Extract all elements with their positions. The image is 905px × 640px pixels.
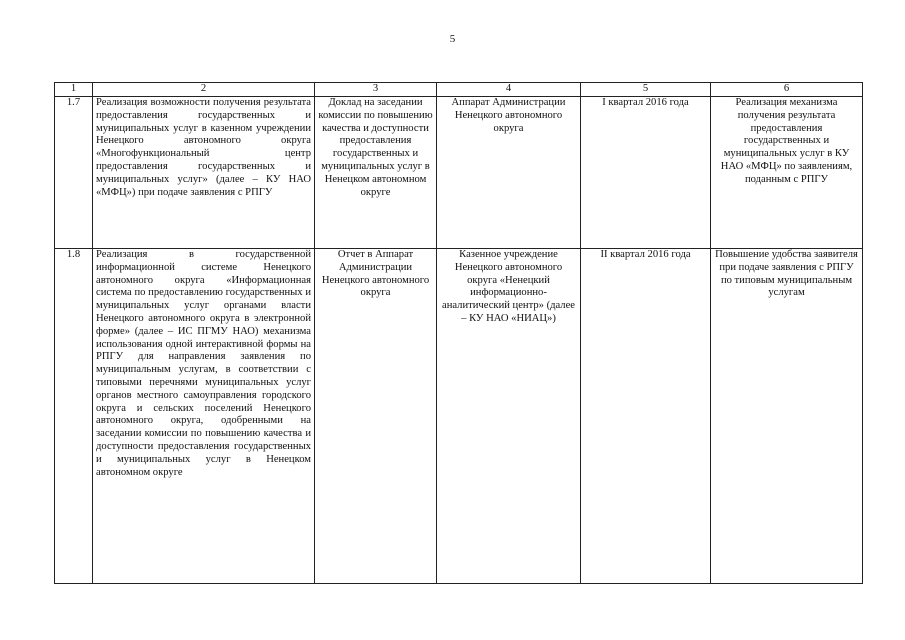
row-number: 1.7 xyxy=(55,97,93,249)
column-number-3: 3 xyxy=(315,83,437,97)
completion-form-cell: Отчет в Аппарат Администрации Ненецкого автономного округа xyxy=(315,249,437,584)
table-header-row xyxy=(55,83,863,97)
row-number: 1.8 xyxy=(55,249,93,584)
action-plan-table xyxy=(54,82,863,584)
table-row xyxy=(55,97,863,249)
expected-result-cell: Повышение удобства заявителя при подаче заявления с РПГУ по типовым муниципальным услугам xyxy=(711,249,863,584)
column-number-4: 4 xyxy=(437,83,581,97)
deadline-cell: I квартал 2016 года xyxy=(581,97,711,249)
deadline-cell: II квартал 2016 года xyxy=(581,249,711,584)
column-number-2: 2 xyxy=(93,83,315,97)
measure-cell: Реализация в государственной информационной системе Ненецкого автономного округа «Информационная система по предоставлению государственных и муниципальных услуг органами власти Ненецкого автономного округа в электронной форме» (далее – ИС ПГМУ НАО) механизма использования одной интерактивной формы на РПГУ для направления заявления по муниципальным услугам, в соответствии с типовыми перечнями муниципальных услуг органов местного самоуправления городского округа и сельских поселений Ненецкого автономного округа, одобренными на заседании комиссии по повышению качества и доступности предоставления государственных и муниципальных услуг в Ненецком автономном округе xyxy=(93,249,315,584)
executor-cell: Казенное учреждение Ненецкого автономного округа «Ненецкий информационно-аналитический центр» (далее – КУ НАО «НИАЦ») xyxy=(437,249,581,584)
measure-cell: Реализация возможности получения результата предоставления государственных и муниципальных услуг в казенном учреждении Ненецкого автономного округа «Многофункциональный центр предоставления государственных и муниципальных услуг» (далее – КУ НАО «МФЦ») при подаче заявления с РПГУ xyxy=(93,97,315,249)
completion-form-cell: Доклад на заседании комиссии по повышению качества и доступности предоставления государственных и муниципальных услуг в Ненецком автономном округе xyxy=(315,97,437,249)
expected-result-cell: Реализация механизма получения результата предоставления государственных и муниципальных услуг в КУ НАО «МФЦ» по заявлениям, поданным с РПГУ xyxy=(711,97,863,249)
column-number-5: 5 xyxy=(581,83,711,97)
column-number-6: 6 xyxy=(711,83,863,97)
column-number-1: 1 xyxy=(55,83,93,97)
table-row xyxy=(55,249,863,584)
page-number: 5 xyxy=(449,33,456,45)
executor-cell: Аппарат Администрации Ненецкого автономного округа xyxy=(437,97,581,249)
